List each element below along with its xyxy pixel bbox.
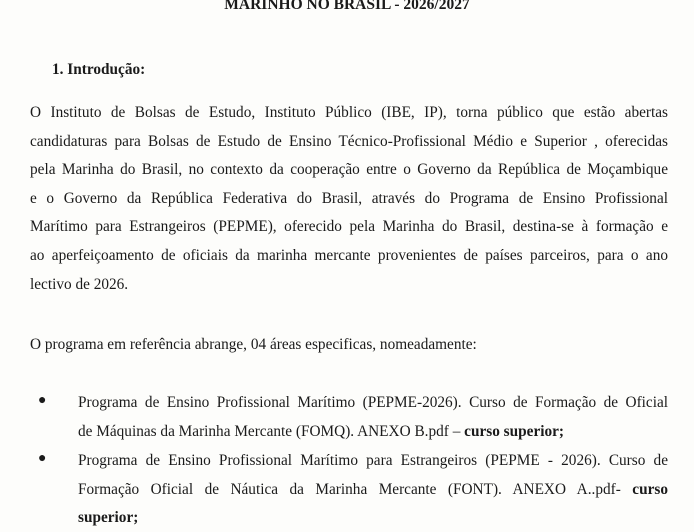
intro-line: ao aperfeiçoamento de oficiais da marinha mercante provenientes de países parceiros, para o ano: [30, 247, 668, 264]
intro-line: e o Governo da República Federativa do Brasil, através do Programa de Ensino Profissional: [30, 190, 668, 207]
document-title: MARINHO NO BRASIL - 2026/2027: [224, 0, 470, 13]
section-heading: 1. Introdução:: [52, 61, 146, 78]
intro-line: candidaturas para Bolsas de Estudo de Ensino Técnico-Profissional Médio e Superior , oferecidas: [30, 133, 668, 150]
bullet-line: Programa de Ensino Profissional Marítimo para Estrangeiros (PEPME - 2026). Curso de: [78, 452, 668, 469]
intro-line: pela Marinha do Brasil, no contexto da cooperação entre o Governo da República de Moçambique: [30, 161, 668, 178]
bullet-line: Programa de Ensino Profissional Marítimo (PEPME-2026). Curso de Formação de Oficial: [78, 394, 668, 411]
program-intro: O programa em referência abrange, 04 áreas especificas, nomeadamente:: [30, 336, 477, 353]
bullet-line: [78, 422, 668, 442]
bullet-icon: ●: [38, 451, 47, 466]
bullet-line: [78, 480, 668, 500]
bullet-icon: ●: [38, 393, 47, 408]
intro-line: Marítimo para Estrangeiros (PEPME), oferecido pela Marinha do Brasil, destina-se à formação e: [30, 218, 668, 235]
intro-line: lectivo de 2026.: [30, 276, 129, 293]
bullet-text: de Máquinas da Marinha Mercante (FOMQ). ANEXO B.pdf –: [78, 423, 465, 440]
bullet-text: Formação Oficial de Náutica da Marinha Mercante (FONT). ANEXO A..pdf-: [78, 481, 633, 498]
bullet-bold: curso: [632, 481, 668, 498]
bullet-line: superior;: [78, 509, 139, 526]
intro-line: O Instituto de Bolsas de Estudo, Instituto Público (IBE, IP), torna público que estão abertas: [30, 104, 668, 121]
bullet-bold: curso superior;: [464, 423, 565, 440]
